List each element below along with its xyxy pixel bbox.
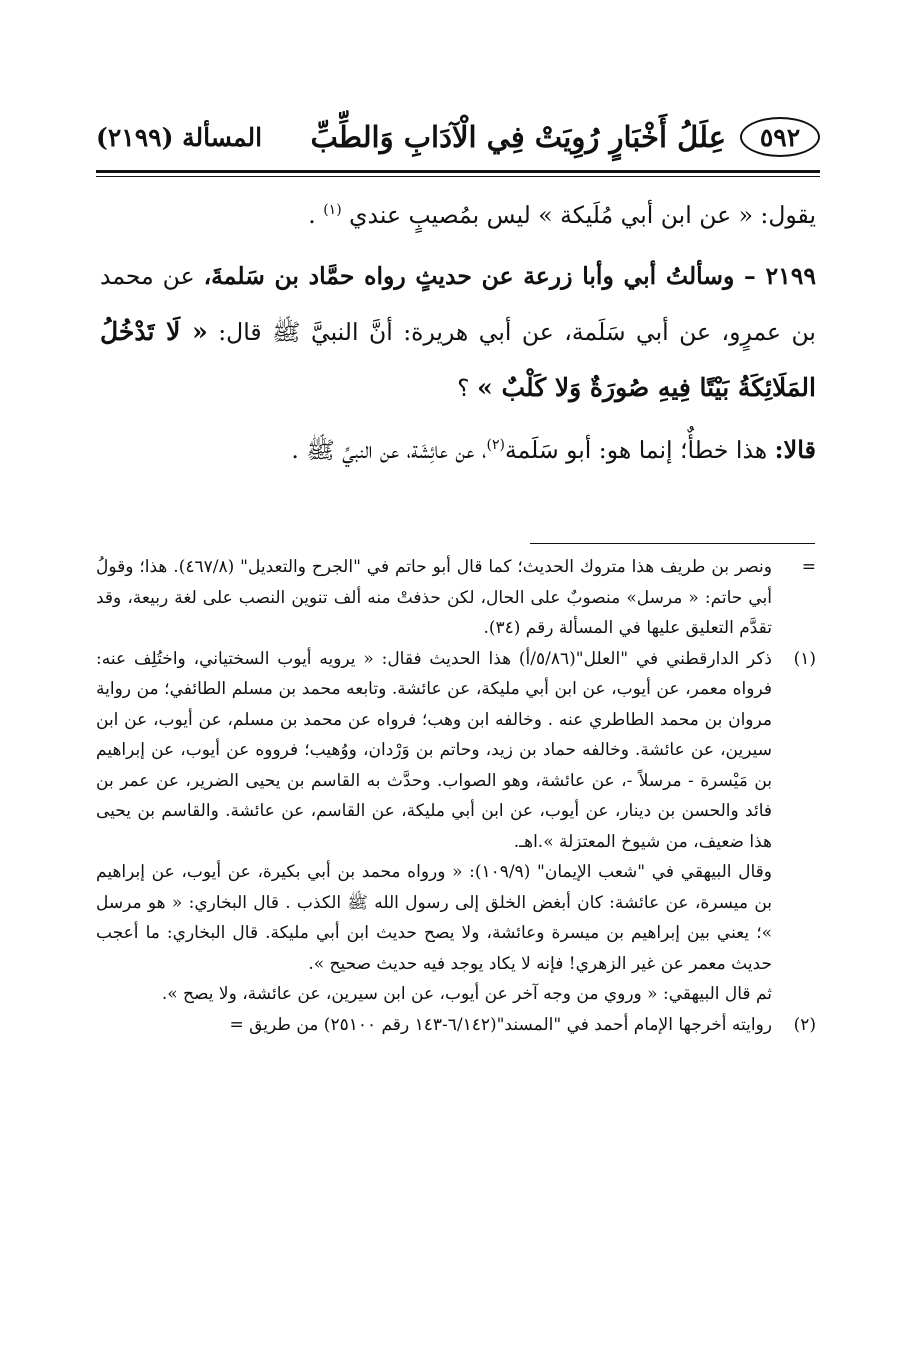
page-header — [96, 112, 820, 162]
paragraph-1 — [100, 188, 816, 243]
question-chain: عن محمد بن عمرٍو، عن أبي سَلَمة، عن أبي هريرة: أنَّ النبيَّ ﷺ — [100, 262, 816, 346]
answer-text-a: هذا خطأٌ؛ إنما هو: أبو سَلَمة — [505, 436, 768, 464]
footnote-1-para-c: ثم قال البيهقي: « وروي من وجه آخر عن أيوب، عن ابن سيرين، عن عائشة، ولا يصح ». — [161, 984, 772, 1004]
section-label: المسألة (٢١٩٩) — [96, 122, 263, 152]
answer-paragraph — [100, 422, 816, 478]
paragraph-1-text: يقول: « عن ابن أبي مُلَيكة » ليس بمُصيبٍ عندي — [349, 201, 816, 229]
question-mark: ؟ — [457, 374, 470, 402]
footnote-separator — [530, 543, 815, 544]
header-rule-thick — [96, 170, 820, 173]
footnote-1 — [96, 644, 816, 1010]
answer-text-b: ، عن عائِشَة، عن النبيِّ ﷺ . — [291, 436, 487, 464]
answer-label: قالا: — [774, 435, 816, 464]
footnote-continuation-mark: = — [801, 557, 816, 577]
header-right-group — [310, 117, 820, 157]
qala-label: قال: — [218, 318, 262, 346]
footnote-ref-2: (٢) — [486, 437, 505, 454]
paragraph-1-end: . — [308, 201, 316, 229]
main-text — [100, 188, 816, 478]
header-rule-thin — [96, 176, 820, 177]
footnote-1-body — [96, 644, 772, 1010]
footnote-2 — [96, 1010, 816, 1041]
footnote-1-para-b: وقال البيهقي في "شعب الإيمان" (١٠٩/٩): « ورواه محمد بن أبي بكيرة، عن أيوب، عن إبراهيم بن ميسرة، عن عائشة: كان أبغض الخلق إلى رسول الله ﷺ الكذب . قال البخاري: « هو مرسل »؛ يعني بين إبراهيم بن ميسرة وعائشة، ولا يصح حديث ابن أبي مليكة. قال البخاري: ما أعجب حديث معمر عن غير الزهري! فإنه لا يكاد يوجد فيه حديث صحيح ». — [96, 862, 772, 974]
book-title: عِلَلُ أَخْبَارٍ رُوِيَتْ فِي الْآدَابِ وَالطِّبِّ — [310, 120, 726, 154]
footnote-1-mark: (١) — [793, 648, 816, 669]
footnote-2-text: روايته أخرجها الإمام أحمد في "المسند"(٦/١٤٢-١٤٣ رقم ٢٥١٠٠) من طريق = — [229, 1014, 772, 1035]
footnotes — [96, 552, 816, 1040]
page-number-badge: ٥٩٢ — [740, 117, 820, 157]
footnote-ref-1: (١) — [323, 202, 342, 219]
question-2199 — [100, 249, 816, 416]
footnote-continuation-text: ونصر بن طريف هذا متروك الحديث؛ كما قال أبو حاتم في "الجرح والتعديل" (٤٦٧/٨). هذا؛ وقولُ أبي حاتم: « مرسل» منصوبٌ على الحال، لكن حذفتْ منه ألف تنوين النصب على لغة ربيعة، وقد تقدَّم التعليق عليها في المسألة رقم (٣٤). — [96, 557, 772, 638]
question-intro: ٢١٩٩ – وسألتُ أبي وأبا زرعة عن حديثٍ رواه حمَّاد بن سَلمةَ، — [203, 262, 816, 290]
hadith-text: « لَا تَدْخُلُ المَلَائِكَةُ بَيْتًا فِيهِ صُورَةٌ وَلا كَلْبٌ » — [100, 317, 816, 402]
footnote-continuation — [96, 552, 816, 644]
footnote-1-para-a: ذكر الدارقطني في "العلل"(٥/٨٦/أ) هذا الحديث فقال: « يرويه أيوب السختياني، واختُلِف عنه: فرواه معمر، عن أيوب، عن ابن أبي مليكة، عن عائشة. وتابعه محمد بن مسلم الطائفي؛ من رواية مروان بن محمد الطاطري عنه . وخالفه ابن وهب؛ فرواه عن محمد بن مسلم، عن أيوب، عن ابن سيرين، عن عائشة. وخالفه حماد بن زيد، وحاتم بن وَرْدان، ووُهيب؛ فرووه عن أيوب، عن إبراهيم بن مَيْسرة - مرسلاً -، عن عائشة، وهو الصواب. وحدَّث به القاسم بن يحيى الضرير، عن عمر بن فائد والحسن بن دينار، عن أيوب، عن ابن أبي مليكة، عن القاسم، عن عائشة. والقاسم بن يحيى هذا ضعيف، من شيوخ المعتزلة ».اهـ. — [96, 648, 772, 852]
footnote-2-mark: (٢) — [793, 1014, 816, 1035]
